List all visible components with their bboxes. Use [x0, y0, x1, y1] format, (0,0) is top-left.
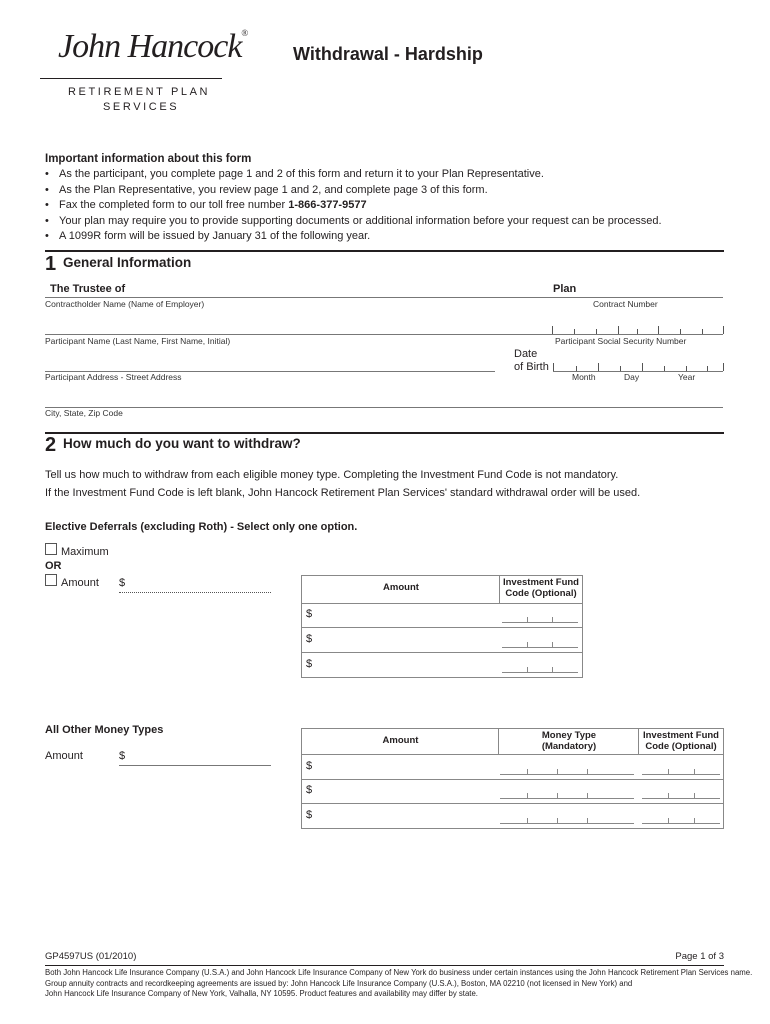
dob-tick	[620, 366, 621, 371]
logo-subtitle-line1: RETIREMENT PLAN	[68, 86, 211, 98]
section2-intro-line2: If the Investment Fund Code is left blank, John Hancock Retirement Plan Services' standard withdrawal order will be used.	[45, 487, 641, 499]
table2-divider	[302, 779, 723, 780]
page-number: Page 1 of 3	[675, 951, 724, 962]
table2-tick	[527, 769, 528, 774]
form-title: Withdrawal - Hardship	[293, 44, 483, 64]
section1-rule	[45, 250, 724, 252]
city-state-zip-field[interactable]	[45, 407, 723, 408]
elective-amount-field[interactable]	[119, 592, 271, 593]
info-bullet: • Your plan may require you to provide supporting documents or additional information before your request can be processed.	[45, 214, 662, 230]
table1-divider	[499, 576, 500, 603]
legal-line: Group annuity contracts and recordkeeping agreements are issued by: John Hancock Life Insurance Company (U.S.A.), Boston, MA 02210 (not licensed in New York) and	[45, 978, 633, 988]
ssn-tick	[618, 326, 619, 334]
table1-divider	[302, 603, 582, 604]
other-amount-currency: $	[119, 750, 126, 762]
legal-line: Both John Hancock Life Insurance Company (U.S.A.) and John Hancock Life Insurance Company of New York do business under certain instances using the John Hancock Retirement Plan Services name.	[45, 968, 753, 977]
table2-money-type-field[interactable]	[500, 823, 634, 824]
table2-tick	[587, 769, 588, 774]
section2-number: 2	[45, 434, 57, 456]
table2-divider	[498, 729, 499, 754]
maximum-checkbox[interactable]	[45, 543, 57, 555]
info-bullet: • A 1099R form will be issued by January 31 of the following year.	[45, 229, 662, 245]
ssn-tick	[552, 326, 553, 334]
table2-divider	[302, 754, 723, 755]
table2-fund-code-field[interactable]	[642, 774, 720, 775]
table2-fund-header-line2: Code (Optional)	[645, 741, 717, 752]
amount-checkbox[interactable]	[45, 574, 57, 586]
elective-amount-table	[301, 575, 583, 678]
table1-amount-header: Amount	[383, 582, 419, 593]
logo-subtitle-line2: SERVICES	[103, 101, 180, 113]
table2-tick	[668, 818, 669, 823]
dob-tick	[642, 363, 643, 371]
registered-mark: ®	[241, 28, 248, 38]
logo-rule	[40, 78, 222, 79]
legal-disclaimer	[45, 968, 752, 1000]
table2-row-dollar: $	[306, 784, 313, 796]
plan-label: Plan	[553, 283, 577, 295]
table2-money-type-header-line2: (Mandatory)	[541, 741, 597, 752]
other-money-types-heading: All Other Money Types	[45, 724, 164, 736]
address-label: Participant Address - Street Address	[45, 372, 182, 382]
info-bullet: • As the participant, you complete page 1 and 2 of this form and return it to your Plan Representative.	[45, 167, 662, 183]
table2-money-type-field[interactable]	[500, 798, 634, 799]
table2-tick	[694, 793, 695, 798]
table2-tick	[694, 818, 695, 823]
info-bullet: • As the Plan Representative, you review page 1 and 2, and complete page 3 of this form.	[45, 183, 662, 199]
table1-tick	[552, 642, 553, 647]
section2-title: How much do you want to withdraw?	[63, 436, 301, 451]
ssn-tick	[637, 329, 638, 334]
table2-tick	[557, 793, 558, 798]
table1-tick	[527, 617, 528, 622]
table2-tick	[668, 793, 669, 798]
dob-tick	[576, 366, 577, 371]
table1-fund-header-line1: Investment Fund	[502, 577, 579, 588]
section1-number: 1	[45, 253, 57, 275]
logo-wordmark: John Hancock	[58, 28, 242, 65]
table1-row-dollar: $	[306, 633, 313, 645]
table1-tick	[552, 617, 553, 622]
table2-money-type-field[interactable]	[500, 774, 634, 775]
elective-deferrals-heading: Elective Deferrals (excluding Roth) - Select only one option.	[45, 521, 358, 533]
dob-tick	[553, 363, 554, 371]
maximum-label: Maximum	[61, 546, 109, 558]
dob-tick	[664, 366, 665, 371]
section1-title: General Information	[63, 255, 192, 270]
table2-tick	[527, 793, 528, 798]
table2-amount-header: Amount	[382, 735, 419, 746]
ssn-tick	[702, 329, 703, 334]
table1-fund-code-field[interactable]	[502, 647, 578, 648]
table1-divider	[302, 652, 582, 653]
table2-tick	[587, 818, 588, 823]
dob-label-line1: Date	[514, 348, 538, 360]
ssn-tick	[680, 329, 681, 334]
table2-money-type-header-line1: Money Type	[541, 730, 597, 741]
table2-row-dollar: $	[306, 809, 313, 821]
contract-number-label: Contract Number	[593, 299, 658, 309]
contractholder-label: Contractholder Name (Name of Employer)	[45, 299, 205, 309]
dob-tick	[707, 366, 708, 371]
table2-tick	[694, 769, 695, 774]
info-bullet-list	[45, 167, 662, 245]
table2-fund-code-field[interactable]	[642, 798, 720, 799]
other-amount-label: Amount	[45, 750, 83, 762]
table2-divider	[302, 803, 723, 804]
legal-line: John Hancock Life Insurance Company of New York, Valhalla, NY 10595. Product features and availability may differ by state.	[45, 989, 478, 998]
or-label: OR	[45, 560, 62, 572]
ssn-tick	[596, 329, 597, 334]
dob-tick	[686, 366, 687, 371]
participant-name-label: Participant Name (Last Name, First Name, Initial)	[45, 336, 231, 346]
table2-tick	[557, 818, 558, 823]
month-label: Month	[572, 372, 596, 382]
table1-fund-code-field[interactable]	[502, 622, 578, 623]
city-state-zip-label: City, State, Zip Code	[45, 408, 123, 418]
table2-fund-code-field[interactable]	[642, 823, 720, 824]
table1-fund-header-line2: Code (Optional)	[505, 588, 577, 599]
john-hancock-logo	[58, 28, 247, 66]
form-code: GP4597US (01/2010)	[45, 951, 137, 962]
table1-row-dollar: $	[306, 658, 313, 670]
table1-divider	[302, 627, 582, 628]
dob-tick	[723, 363, 724, 371]
amount-currency: $	[119, 577, 126, 589]
ssn-tick	[723, 326, 724, 334]
info-bullet: • Fax the completed form to our toll free number 1-866-377-9577	[45, 198, 662, 214]
year-label: Year	[678, 372, 696, 382]
dob-label-line2: of Birth	[514, 361, 549, 373]
table1-tick	[552, 667, 553, 672]
info-heading: Important information about this form	[45, 153, 252, 165]
table1-tick	[527, 642, 528, 647]
other-money-table	[301, 728, 724, 829]
fax-number: 1-866-377-9577	[288, 199, 367, 212]
amount-label: Amount	[61, 577, 99, 589]
table1-fund-code-field[interactable]	[502, 672, 578, 673]
other-amount-field[interactable]	[119, 765, 271, 766]
table2-tick	[587, 793, 588, 798]
trustee-plan-field[interactable]	[45, 297, 723, 298]
table2-row-dollar: $	[306, 760, 313, 772]
footer-rule	[45, 965, 724, 966]
participant-name-field[interactable]	[45, 334, 723, 335]
section2-rule	[45, 432, 724, 434]
table2-tick	[527, 818, 528, 823]
table1-row-dollar: $	[306, 608, 313, 620]
table1-tick	[527, 667, 528, 672]
ssn-tick	[658, 326, 659, 334]
table2-tick	[668, 769, 669, 774]
trustee-label: The Trustee of	[50, 283, 126, 295]
day-label: Day	[624, 372, 640, 382]
section2-intro-line1: Tell us how much to withdraw from each eligible money type. Completing the Investment Fund Code is not mandatory.	[45, 469, 619, 481]
table2-fund-header-line1: Investment Fund	[642, 730, 719, 741]
ssn-tick	[574, 329, 575, 334]
ssn-label: Participant Social Security Number	[555, 336, 687, 346]
table2-tick	[557, 769, 558, 774]
table2-divider	[638, 729, 639, 754]
dob-tick	[598, 363, 599, 371]
